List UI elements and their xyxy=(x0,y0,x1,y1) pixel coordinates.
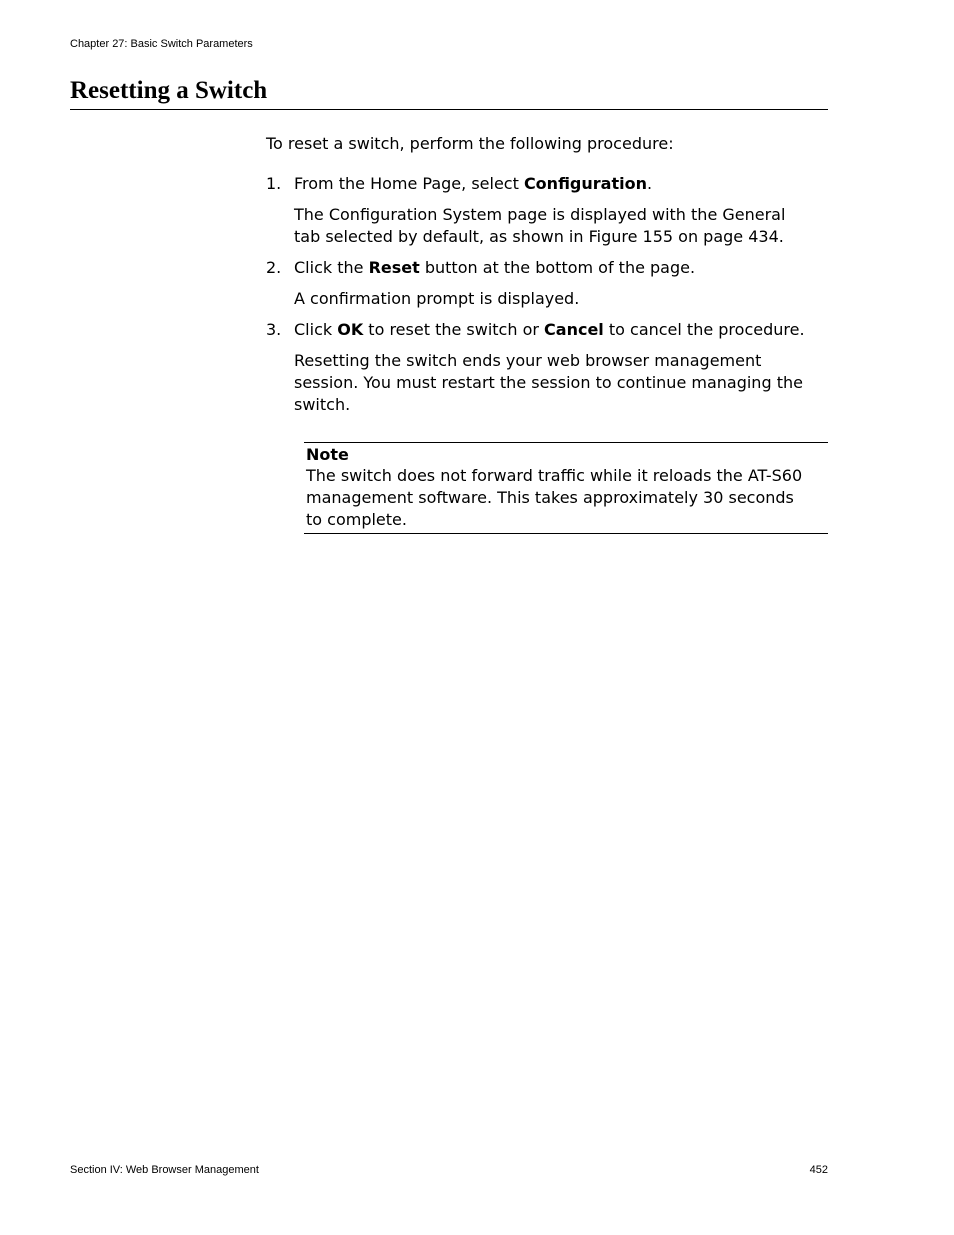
step-1 xyxy=(266,173,828,195)
ui-term-ok: OK xyxy=(337,320,364,339)
step-instruction: Click the Reset button at the bottom of the page. xyxy=(294,258,696,277)
step-3-description: Resetting the switch ends your web browser management session. You must restart the session to continue managing the switch. xyxy=(294,351,803,414)
title-rule xyxy=(70,109,828,110)
footer-section: Section IV: Web Browser Management xyxy=(70,1164,259,1176)
page-title: Resetting a Switch xyxy=(70,77,268,104)
step-number: 1. xyxy=(266,174,282,193)
procedure-body xyxy=(266,133,828,425)
intro-text: To reset a switch, perform the following procedure: xyxy=(266,134,674,153)
step-2 xyxy=(266,257,828,279)
step-2-description: A confirmation prompt is displayed. xyxy=(294,289,580,308)
ui-term-cancel: Cancel xyxy=(544,320,604,339)
step-number: 2. xyxy=(266,258,282,277)
step-instruction: Click OK to reset the switch or Cancel to cancel the procedure. xyxy=(294,320,805,339)
running-header: Chapter 27: Basic Switch Parameters xyxy=(70,38,253,50)
note-box xyxy=(304,442,828,534)
step-number: 3. xyxy=(266,320,282,339)
step-1-description: The Configuration System page is displayed with the General tab selected by default, as shown in Figure 155 on page 434. xyxy=(294,205,786,246)
ui-term-reset: Reset xyxy=(368,258,420,277)
step-instruction: From the Home Page, select Configuration. xyxy=(294,174,653,193)
note-text: The switch does not forward traffic while it reloads the AT-S60 management software. This takes approximately 30 seconds to complete. xyxy=(306,466,803,529)
step-3 xyxy=(266,319,828,341)
page-number: 452 xyxy=(809,1164,828,1176)
ui-term-configuration: Configuration xyxy=(523,174,647,193)
note-heading: Note xyxy=(306,445,349,464)
